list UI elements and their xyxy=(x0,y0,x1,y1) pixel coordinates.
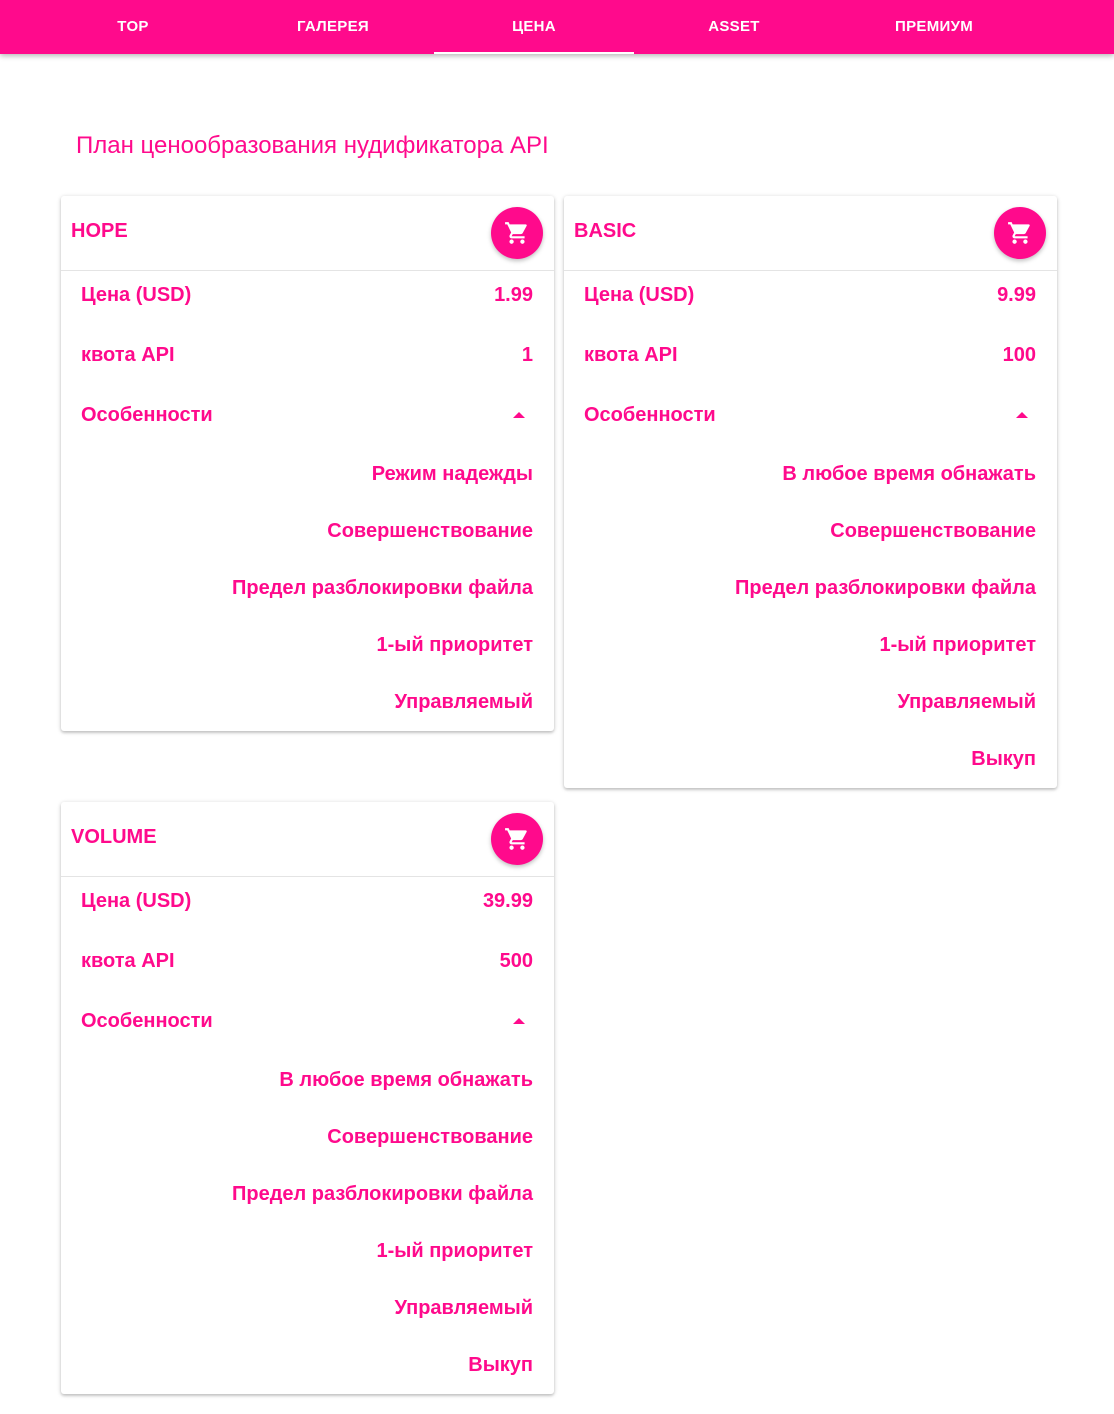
quota-value: 500 xyxy=(499,949,533,972)
feature-item: Предел разблокировки файла xyxy=(232,577,533,599)
caret-up-icon xyxy=(513,412,525,418)
price-row xyxy=(564,265,1057,325)
feature-item: Режим надежды xyxy=(371,463,533,485)
features-label: Особенности xyxy=(81,403,213,426)
feature-item: 1-ый приоритет xyxy=(376,634,533,656)
tab-label: ПРЕМИУМ xyxy=(895,17,973,35)
features-label: Особенности xyxy=(584,403,716,426)
quota-label: квота API xyxy=(584,343,678,366)
add-to-cart-button[interactable] xyxy=(491,207,543,259)
tab-label: ГАЛЕРЕЯ xyxy=(297,17,369,35)
plan-card-volume xyxy=(61,802,554,1394)
card-header xyxy=(61,196,554,271)
tab-price[interactable] xyxy=(434,0,634,54)
feature-item: 1-ый приоритет xyxy=(376,1240,533,1262)
add-to-cart-button[interactable] xyxy=(491,813,543,865)
plan-name: HOPE xyxy=(71,220,128,242)
plan-name: BASIC xyxy=(574,220,637,242)
tab-top[interactable] xyxy=(33,0,233,54)
feature-item: Совершенствование xyxy=(327,520,533,542)
page-title: План ценообразования нудификатора API xyxy=(76,132,549,159)
cart-icon xyxy=(1007,220,1033,246)
top-navigation xyxy=(0,0,1114,54)
features-toggle[interactable] xyxy=(564,385,1057,445)
quota-row xyxy=(564,325,1057,385)
features-toggle[interactable] xyxy=(61,991,554,1051)
feature-item: Совершенствование xyxy=(327,1126,533,1148)
feature-item: Совершенствование xyxy=(830,520,1036,542)
quota-row xyxy=(61,931,554,991)
price-value: 39.99 xyxy=(482,889,533,912)
feature-item: Выкуп xyxy=(468,1354,533,1376)
quota-value: 100 xyxy=(1002,343,1036,366)
feature-item: Выкуп xyxy=(971,748,1036,770)
feature-item: В любое время обнажать xyxy=(279,1069,533,1091)
active-tab-indicator xyxy=(434,52,634,54)
price-row xyxy=(61,871,554,931)
tab-label: ЦЕНА xyxy=(512,17,556,35)
price-label: Цена (USD) xyxy=(81,889,192,912)
quota-value: 1 xyxy=(521,343,533,366)
feature-item: В любое время обнажать xyxy=(782,463,1036,485)
features-list xyxy=(61,445,554,731)
feature-item: Предел разблокировки файла xyxy=(232,1183,533,1205)
add-to-cart-button[interactable] xyxy=(994,207,1046,259)
plan-card-hope xyxy=(61,196,554,731)
card-header xyxy=(564,196,1057,271)
price-value: 9.99 xyxy=(997,283,1036,306)
price-label: Цена (USD) xyxy=(584,283,695,306)
features-list xyxy=(564,445,1057,788)
price-label: Цена (USD) xyxy=(81,283,192,306)
tab-label: TOP xyxy=(117,17,149,35)
feature-item: Управляемый xyxy=(394,1297,533,1319)
card-header xyxy=(61,802,554,877)
features-toggle[interactable] xyxy=(61,385,554,445)
cart-icon xyxy=(504,220,530,246)
tab-premium[interactable] xyxy=(834,0,1034,54)
cart-icon xyxy=(504,826,530,852)
feature-item: 1-ый приоритет xyxy=(879,634,1036,656)
plan-name: VOLUME xyxy=(71,826,157,848)
plan-card-basic xyxy=(564,196,1057,788)
price-value: 1.99 xyxy=(494,283,533,306)
feature-item: Управляемый xyxy=(897,691,1036,713)
features-list xyxy=(61,1051,554,1394)
tab-gallery[interactable] xyxy=(233,0,433,54)
caret-up-icon xyxy=(1016,412,1028,418)
features-label: Особенности xyxy=(81,1009,213,1032)
tab-asset[interactable] xyxy=(634,0,834,54)
feature-item: Управляемый xyxy=(394,691,533,713)
quota-row xyxy=(61,325,554,385)
quota-label: квота API xyxy=(81,343,175,366)
quota-label: квота API xyxy=(81,949,175,972)
tab-label: ASSET xyxy=(708,17,760,35)
feature-item: Предел разблокировки файла xyxy=(735,577,1036,599)
price-row xyxy=(61,265,554,325)
caret-up-icon xyxy=(513,1018,525,1024)
